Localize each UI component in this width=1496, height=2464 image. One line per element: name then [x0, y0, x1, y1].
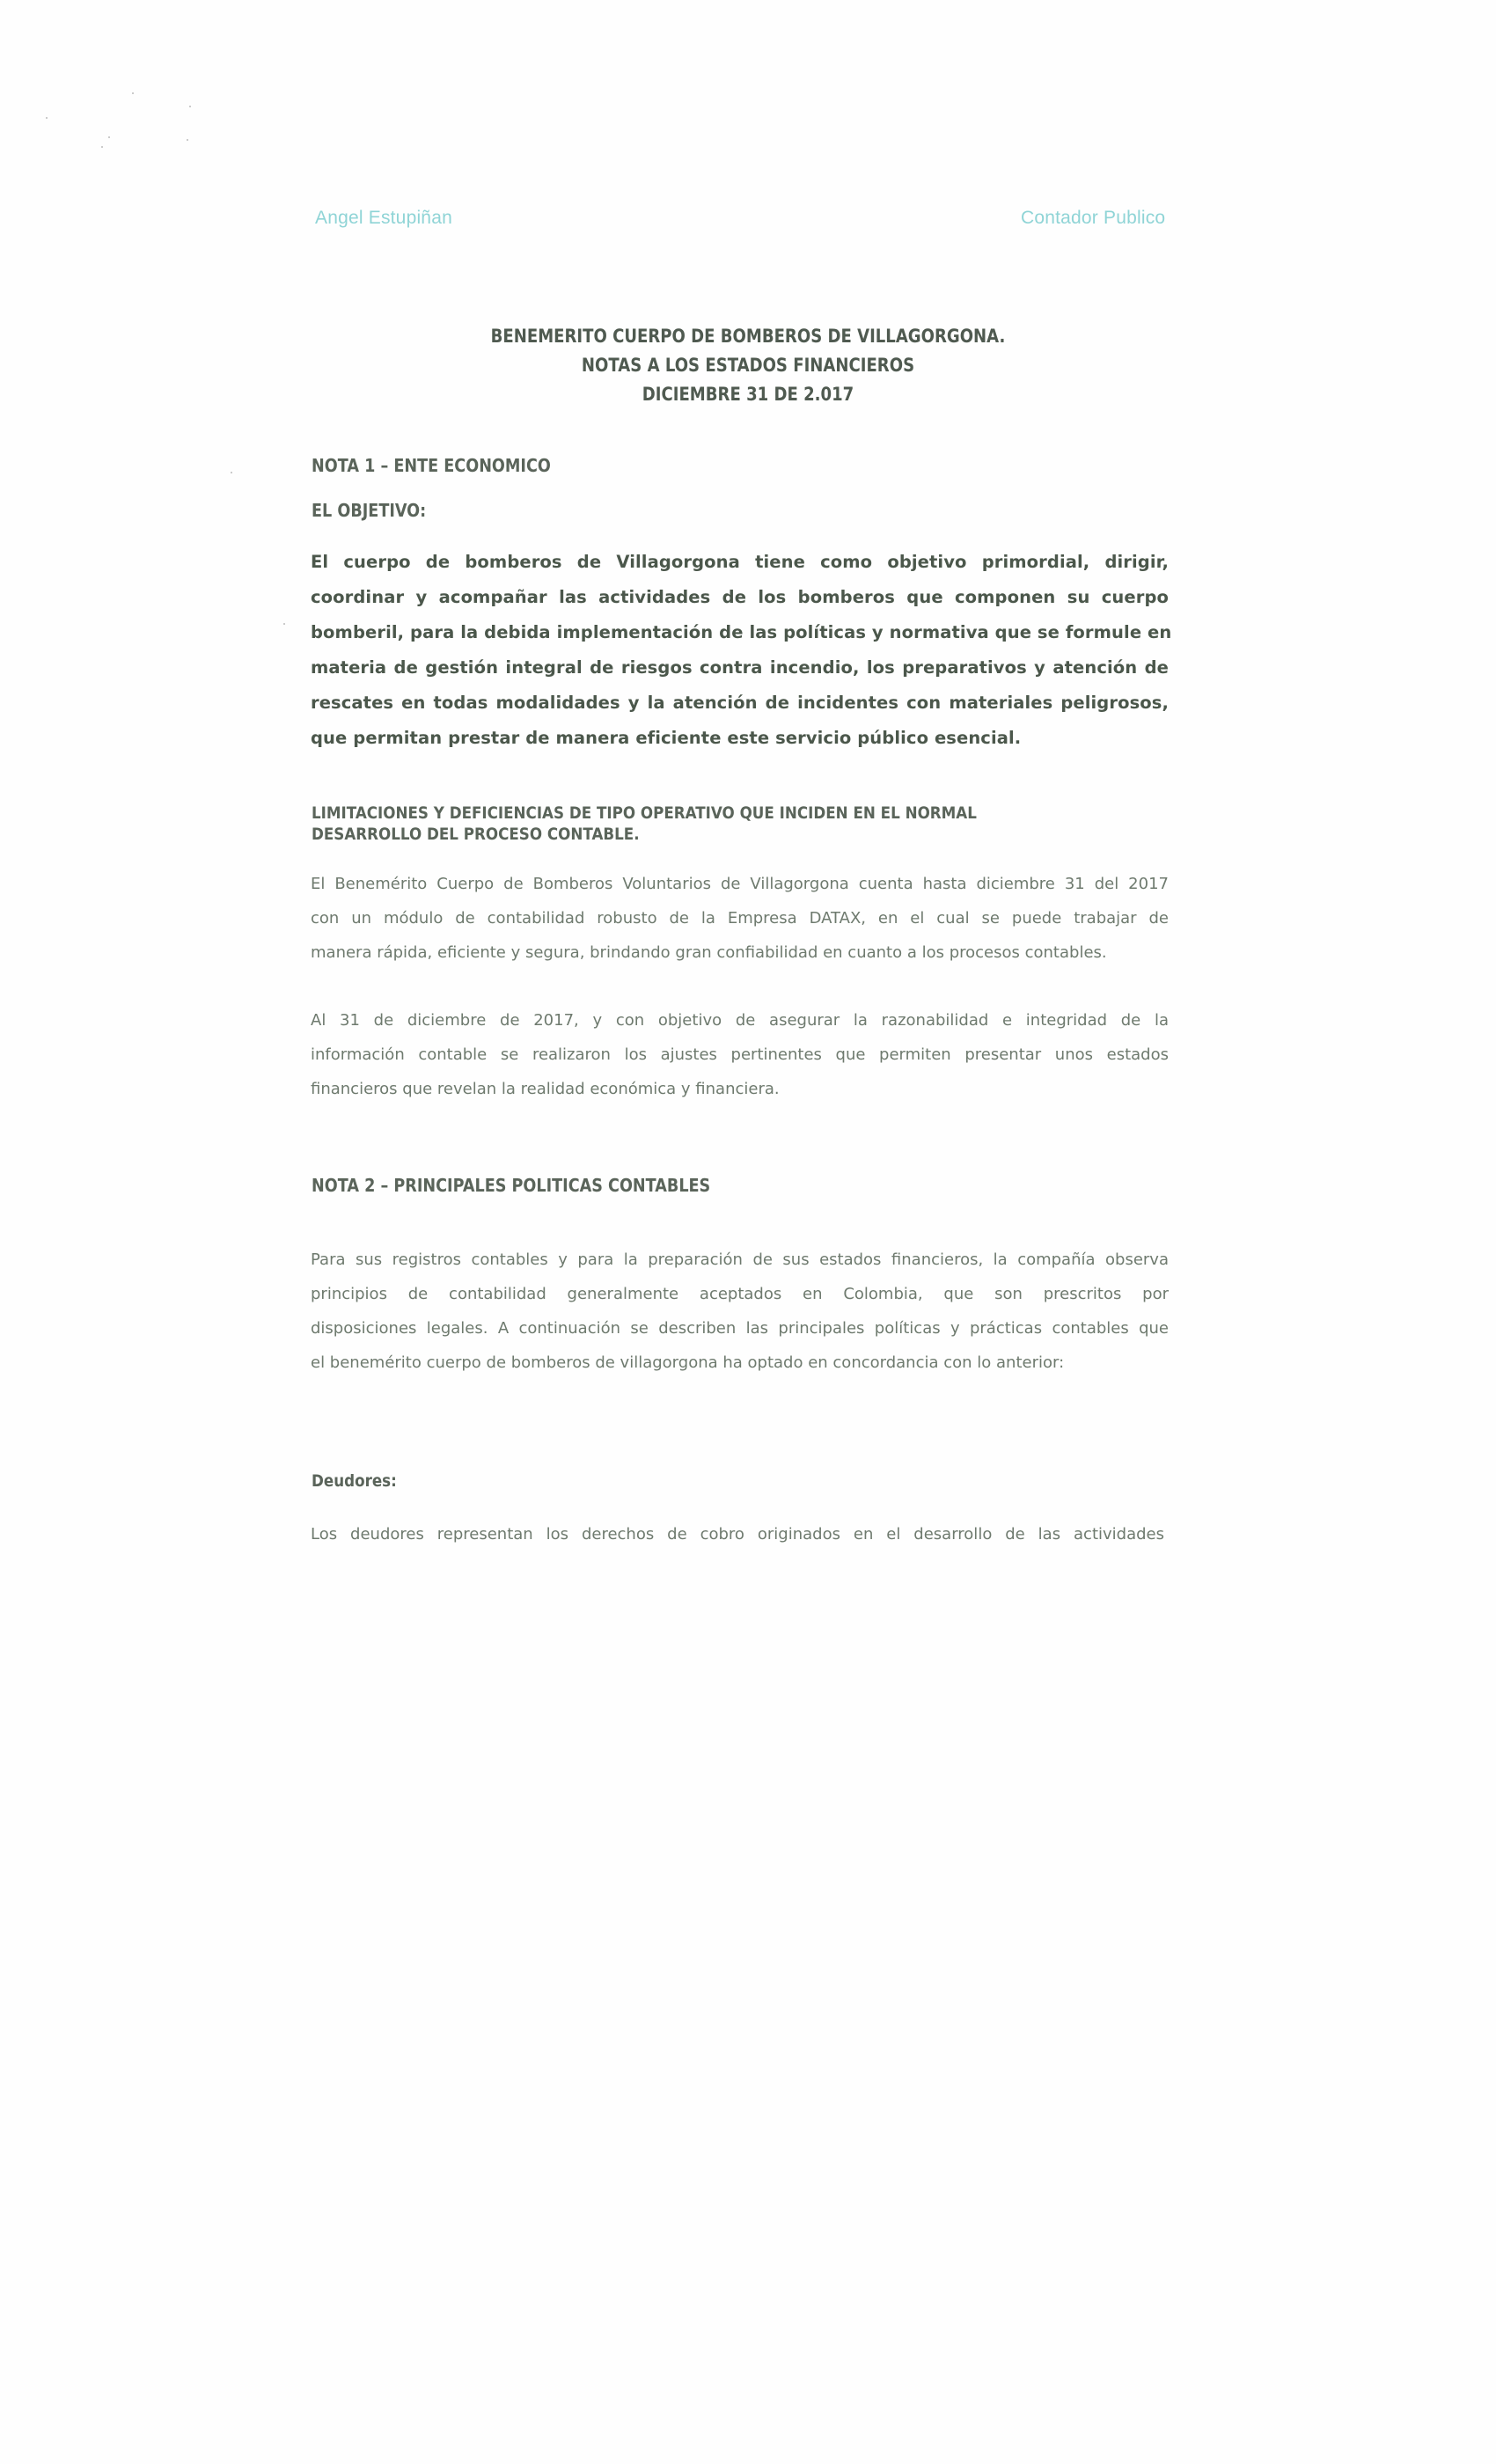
heading-line: LIMITACIONES Y DEFICIENCIAS DE TIPO OPERATIVO QUE INCIDEN EN EL NORMAL: [312, 803, 977, 823]
document-title: [362, 322, 1133, 409]
letterhead-name: Angel Estupiñan: [315, 208, 452, 228]
nota2-heading: NOTA 2 – PRINCIPALES POLITICAS CONTABLES: [312, 1175, 711, 1196]
nota1-heading: NOTA 1 – ENTE ECONOMICO: [312, 455, 551, 476]
paragraph-line: coordinar y acompañar las actividades de los bomberos que componen su cuerpo: [311, 587, 1169, 607]
paragraph-line: El Benemérito Cuerpo de Bomberos Voluntarios de Villagorgona cuenta hasta diciembre 31 del 2017: [311, 875, 1169, 893]
title-date: DICIEMBRE 31 DE 2.017: [642, 384, 854, 405]
paragraph-line: financieros que revelan la realidad económica y financiera.: [311, 1080, 780, 1098]
paragraph-line: El cuerpo de bomberos de Villagorgona tiene como objetivo primordial, dirigir,: [311, 552, 1169, 572]
paragraph-line: Para sus registros contables y para la preparación de sus estados financieros, la compañía observa: [311, 1250, 1169, 1269]
limitaciones-paragraph-2: [311, 1003, 1169, 1106]
limitaciones-paragraph-1: [311, 867, 1169, 970]
paragraph-line: que permitan prestar de manera eficiente este servicio público esencial.: [311, 728, 1022, 748]
nota2-paragraph: [311, 1243, 1169, 1380]
deudores-paragraph: [311, 1517, 1164, 1551]
paragraph-line: Los deudores representan los derechos de cobro originados en el desarrollo de las actividades: [311, 1525, 1164, 1544]
paragraph-line: rescates en todas modalidades y la atención de incidentes con materiales peligrosos,: [311, 693, 1169, 713]
paragraph-line: el benemérito cuerpo de bomberos de villagorgona ha optado en concordancia con lo anterior:: [311, 1353, 1065, 1372]
heading-line: DESARROLLO DEL PROCESO CONTABLE.: [312, 825, 640, 844]
paragraph-line: Al 31 de diciembre de 2017, y con objetivo de asegurar la razonabilidad e integridad de la: [311, 1011, 1169, 1030]
limitaciones-heading: [312, 803, 977, 845]
objective-subheading: EL OBJETIVO:: [312, 500, 427, 521]
paragraph-line: manera rápida, eficiente y segura, brindando gran confiabilidad en cuanto a los procesos contables.: [311, 943, 1107, 962]
paragraph-line: principios de contabilidad generalmente aceptados en Colombia, que son prescritos por: [311, 1285, 1169, 1303]
paragraph-line: materia de gestión integral de riesgos contra incendio, los preparativos y atención de: [311, 657, 1169, 678]
paragraph-line: con un módulo de contabilidad robusto de la Empresa DATAX, en el cual se puede trabajar de: [311, 909, 1169, 928]
letterhead-profession: Contador Publico: [1021, 208, 1166, 228]
paragraph-line: información contable se realizaron los ajustes pertinentes que permiten presentar unos estados: [311, 1045, 1169, 1064]
deudores-heading: Deudores:: [312, 1471, 397, 1491]
title-organization: BENEMERITO CUERPO DE BOMBEROS DE VILLAGORGONA.: [490, 326, 1006, 347]
paragraph-line: bomberil, para la debida implementación de las políticas y normativa que se formule en: [311, 622, 1172, 642]
paragraph-line: disposiciones legales. A continuación se describen las principales políticas y prácticas contables que: [311, 1319, 1169, 1338]
objective-paragraph: [311, 545, 1172, 756]
title-subject: NOTAS A LOS ESTADOS FINANCIEROS: [581, 355, 915, 376]
